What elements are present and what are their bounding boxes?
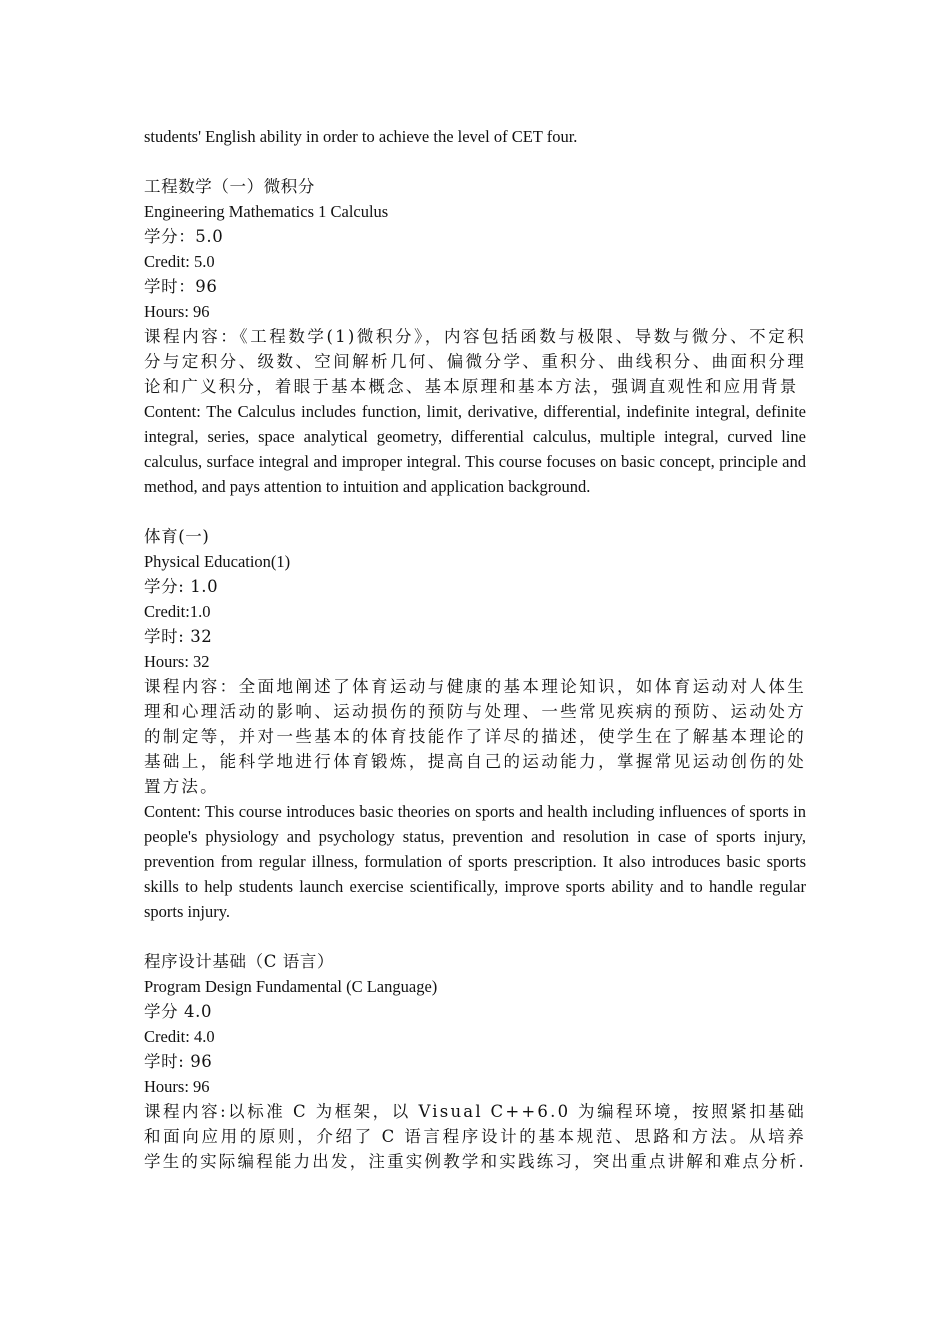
course-credit-zh: 学分：5.0 <box>144 227 224 246</box>
course-title-zh: 体育(一) <box>144 527 210 546</box>
section-gap <box>144 499 806 524</box>
section-gap <box>144 149 806 174</box>
course-title-en: Engineering Mathematics 1 Calculus <box>144 202 389 221</box>
intro-tail-text: students' English ability in order to achieve the level of CET four. <box>144 127 578 146</box>
course-hours-zh: 学时: 96 <box>144 1052 213 1071</box>
course-content-zh: 课程内容:以标准 C 为框架，以 Visual C++6.0 为编程环境，按照紧扣基础和面向应用的原则，介绍了 C 语言程序设计的基本规范、思路和方法。从培养学生的实际编程能力出发，注重实例教学和实践练习，突出重点讲解和难点分析. <box>144 1102 806 1171</box>
course-section-c-programming <box>144 949 806 1174</box>
course-content-en: Content: This course introduces basic theories on sports and health including influences of sports in people's physiology and psychology status, prevention and resolution in case of sports injury, prevention from regular illness, formulation of sports prescription. It also introduces basic sports skills to help students launch exercise scientifically, improve sports ability and to handle regular sports injury. <box>144 802 806 921</box>
course-title-zh: 程序设计基础（C 语言） <box>144 952 335 971</box>
course-credit-zh: 学分 4.0 <box>144 1002 213 1021</box>
course-credit-en: Credit: 4.0 <box>144 1027 215 1046</box>
course-hours-en: Hours: 96 <box>144 1077 210 1096</box>
section-gap <box>144 924 806 949</box>
course-title-zh: 工程数学（一）微积分 <box>144 177 315 196</box>
course-credit-en: Credit: 5.0 <box>144 252 215 271</box>
course-content-zh: 课程内容：《工程数学(1)微积分》，内容包括函数与极限、导数与微分、不定积分与定积分、级数、空间解析几何、偏微分学、重积分、曲线积分、曲面积分理论和广义积分，着眼于基本概念、基本原理和基本方法，强调直观性和应用背景 <box>144 327 806 396</box>
course-title-en: Physical Education(1) <box>144 552 291 571</box>
course-hours-zh: 学时: 32 <box>144 627 213 646</box>
course-hours-en: Hours: 96 <box>144 302 210 321</box>
course-content-en: Content: The Calculus includes function, limit, derivative, differential, indefinite integral, definite integral, series, space analytical geometry, differential calculus, multiple integral, curved line calculus, surface integral and improper integral. This course focuses on basic concept, principle and method, and pays attention to intuition and application background. <box>144 402 806 496</box>
course-credit-zh: 学分: 1.0 <box>144 577 219 596</box>
course-section-calculus <box>144 174 806 499</box>
course-title-en: Program Design Fundamental (C Language) <box>144 977 438 996</box>
course-credit-en: Credit:1.0 <box>144 602 211 621</box>
course-content-zh: 课程内容：全面地阐述了体育运动与健康的基本理论知识，如体育运动对人体生理和心理活动的影响、运动损伤的预防与处理、一些常见疾病的预防、运动处方的制定等，并对一些基本的体育技能作了详尽的描述，使学生在了解基本理论的基础上，能科学地进行体育锻炼，提高自己的运动能力，掌握常见运动创伤的处置方法。 <box>144 677 806 796</box>
course-hours-en: Hours: 32 <box>144 652 210 671</box>
document-page <box>144 124 806 1174</box>
course-section-physical-education <box>144 524 806 924</box>
course-hours-zh: 学时：96 <box>144 277 218 296</box>
